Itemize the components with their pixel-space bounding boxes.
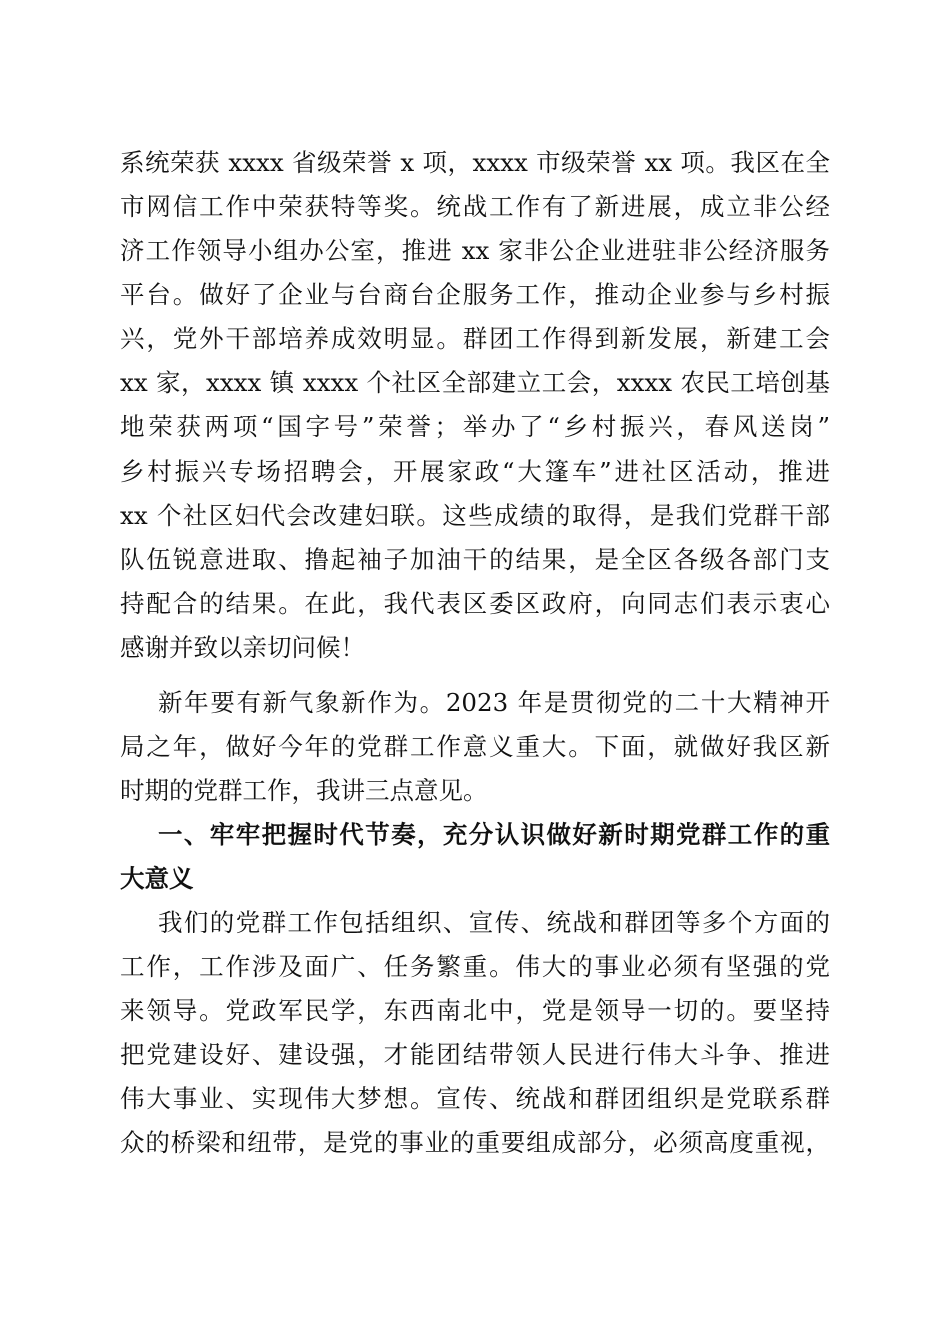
heading-line: 一、牢牢把握时代节奏，充分认识做好新时期党群工作的重 [158,820,830,849]
text-line: 平台。做好了企业与台商台企服务工作，推动企业参与乡村振 [120,280,830,309]
text-line: 我们的党群工作包括组织、宣传、统战和群团等多个方面的 [158,908,830,937]
text-line: 乡村振兴专场招聘会，开展家政“大篷车”进社区活动，推进 [120,457,830,486]
text-line: 工作，工作涉及面广、任务繁重。伟大的事业必须有坚强的党 [120,952,830,981]
text-line: 感谢并致以亲切问候！ [120,633,365,662]
text-line: 地荣获两项“国字号”荣誉；举办了“乡村振兴，春风送岗” [120,412,830,441]
text-line: 伟大事业、实现伟大梦想。宣传、统战和群团组织是党联系群 [120,1084,830,1113]
text-line: 来领导。党政军民学，东西南北中，党是领导一切的。要坚持 [120,996,830,1025]
text-line: 持配合的结果。在此，我代表区委区政府，向同志们表示衷心 [120,589,830,618]
text-line: 新年要有新气象新作为。2023 年是贯彻党的二十大精神开 [158,688,830,717]
text-line: 市网信工作中荣获特等奖。统战工作有了新进展，成立非公经 [120,192,830,221]
text-line: 众的桥梁和纽带，是党的事业的重要组成部分，必须高度重视， [120,1128,830,1157]
heading-line: 大意义 [120,864,194,893]
text-line: 系统荣获 xxxx 省级荣誉 x 项，xxxx 市级荣誉 xx 项。我区在全 [120,148,830,177]
text-line: 把党建设好、建设强，才能团结带领人民进行伟大斗争、推进 [120,1040,830,1069]
text-line: 济工作领导小组办公室，推进 xx 家非公企业进驻非公经济服务 [120,236,830,265]
text-line: 兴，党外干部培养成效明显。群团工作得到新发展，新建工会 [120,324,830,353]
text-line: xx 个社区妇代会改建妇联。这些成绩的取得，是我们党群干部 [120,501,830,530]
text-line: 时期的党群工作，我讲三点意见。 [120,776,488,805]
text-line: 队伍锐意进取、撸起袖子加油干的结果，是全区各级各部门支 [120,545,830,574]
text-line: 局之年，做好今年的党群工作意义重大。下面，就做好我区新 [120,732,830,761]
text-line: xx 家，xxxx 镇 xxxx 个社区全部建立工会，xxxx 农民工培创基 [120,368,830,397]
